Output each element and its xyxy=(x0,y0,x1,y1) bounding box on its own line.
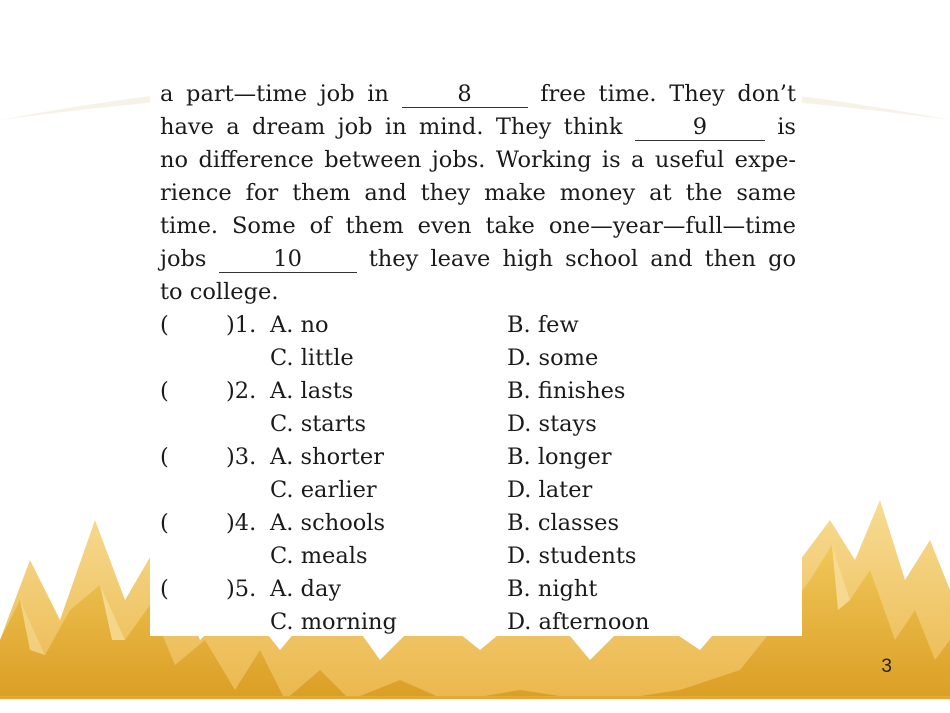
option-c[interactable]: C. morning xyxy=(270,609,397,635)
passage-line-7: to college. xyxy=(160,279,279,305)
question-number: )1. xyxy=(226,312,257,338)
passage-line-5: time. Some of them even take one—year—full—time xyxy=(160,213,796,239)
question-4-row xyxy=(160,507,800,540)
question-1-row xyxy=(160,309,800,342)
option-d[interactable]: D. some xyxy=(507,345,599,371)
passage-line-3: no difference between jobs. Working is a useful expe- xyxy=(160,147,796,173)
option-c[interactable]: C. earlier xyxy=(270,477,377,503)
answer-paren[interactable]: ( xyxy=(160,576,169,602)
answer-paren[interactable]: ( xyxy=(160,510,169,536)
page-number: 3 xyxy=(881,656,892,677)
option-b[interactable]: B. longer xyxy=(507,444,612,470)
question-number: )5. xyxy=(226,576,257,602)
passage-text: a part—time job in xyxy=(160,81,389,107)
answer-paren[interactable]: ( xyxy=(160,312,169,338)
question-number: )3. xyxy=(226,444,257,470)
passage-text: they leave high school and then go xyxy=(368,246,797,272)
passage-text: is xyxy=(777,114,796,140)
option-a[interactable]: A. day xyxy=(270,576,342,602)
passage-line-6 xyxy=(160,243,796,276)
question-5-row xyxy=(160,573,800,606)
blank-8[interactable]: 8 xyxy=(402,81,528,108)
question-2-row xyxy=(160,375,800,408)
option-b[interactable]: B. finishes xyxy=(507,378,626,404)
option-a[interactable]: A. no xyxy=(270,312,329,338)
option-b[interactable]: B. night xyxy=(507,576,598,602)
question-list xyxy=(160,309,800,639)
question-number: )2. xyxy=(226,378,257,404)
passage-line-1 xyxy=(160,78,796,111)
blank-9[interactable]: 9 xyxy=(635,114,765,141)
passage-text: jobs xyxy=(160,246,207,272)
option-a[interactable]: A. lasts xyxy=(270,378,354,404)
passage-text: free time. They don’t xyxy=(540,81,797,107)
option-c[interactable]: C. meals xyxy=(270,543,368,569)
option-d[interactable]: D. stays xyxy=(507,411,597,437)
option-b[interactable]: B. classes xyxy=(507,510,620,536)
option-c[interactable]: C. little xyxy=(270,345,354,371)
passage-line-4: rience for them and they make money at the same xyxy=(160,180,796,206)
option-d[interactable]: D. students xyxy=(507,543,637,569)
question-2-row-2 xyxy=(160,408,800,441)
option-d[interactable]: D. afternoon xyxy=(507,609,650,635)
question-5-row-2 xyxy=(160,606,800,639)
question-4-row-2 xyxy=(160,540,800,573)
answer-paren[interactable]: ( xyxy=(160,378,169,404)
option-d[interactable]: D. later xyxy=(507,477,593,503)
cloze-passage xyxy=(160,78,796,309)
question-1-row-2 xyxy=(160,342,800,375)
passage-line-2 xyxy=(160,111,796,144)
question-number: )4. xyxy=(226,510,257,536)
option-c[interactable]: C. starts xyxy=(270,411,367,437)
passage-text: have a dream job in mind. They think xyxy=(160,114,623,140)
option-a[interactable]: A. schools xyxy=(270,510,386,536)
option-a[interactable]: A. shorter xyxy=(270,444,385,470)
answer-paren[interactable]: ( xyxy=(160,444,169,470)
option-b[interactable]: B. few xyxy=(507,312,579,338)
blank-10[interactable]: 10 xyxy=(219,246,357,273)
question-3-row xyxy=(160,441,800,474)
question-3-row-2 xyxy=(160,474,800,507)
